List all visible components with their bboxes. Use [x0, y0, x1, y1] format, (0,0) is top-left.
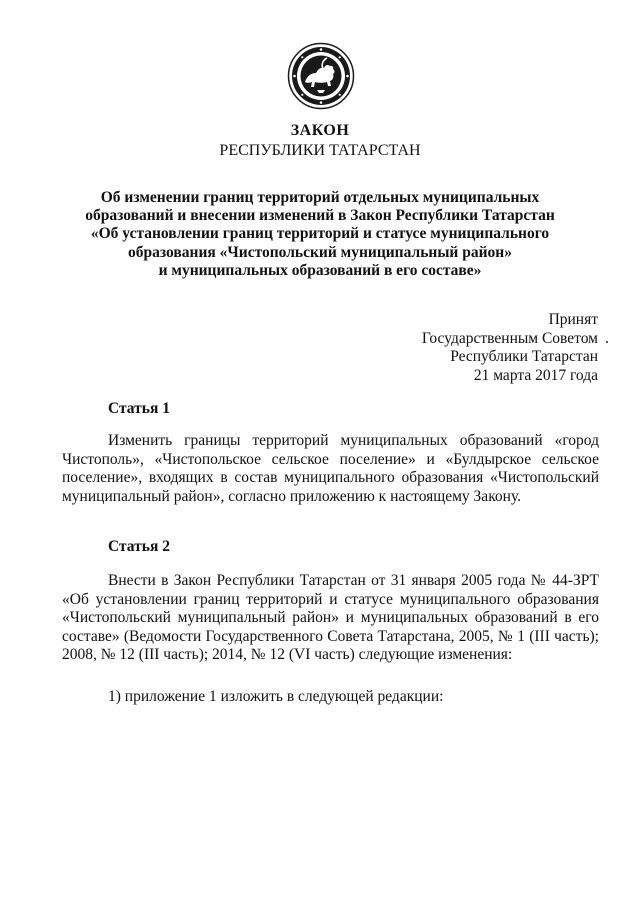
tatarstan-coat-of-arms-icon: [287, 42, 355, 110]
scan-speck: [606, 341, 608, 343]
paragraph-line: «Об установлении границ территорий и статусе муниципального образования: [62, 590, 599, 608]
paragraph-line: Внести в Закон Республики Татарстан от 31 января 2005 года № 44-ЗРТ: [108, 572, 599, 589]
article-1-heading: Статья 1: [108, 400, 170, 417]
adoption-block: [422, 311, 598, 385]
subject-line: образований и внесении изменений в Закон Республики Татарстан: [85, 207, 555, 225]
article-2-heading: Статья 2: [108, 538, 170, 555]
adoption-line: Государственным Советом: [421, 329, 598, 347]
article-1-text: [62, 432, 599, 506]
law-heading: ЗАКОН: [290, 122, 350, 139]
paragraph-line: «Чистопольский муниципальный район» и муниципальных образований в его: [62, 609, 599, 627]
article-2-text: [62, 572, 599, 665]
paragraph-line: 2008, № 12 (III часть); 2014, № 12 (VI часть) следующие изменения:: [62, 646, 513, 664]
amendment-item-1: 1) приложение 1 изложить в следующей редакции:: [108, 688, 444, 705]
subject-line: образования «Чистопольский муниципальный район»: [128, 243, 512, 261]
adoption-line: Республики Татарстан: [450, 348, 598, 365]
subject-line: Об изменении границ территорий отдельных муниципальных: [100, 189, 540, 206]
law-subject-title: [80, 189, 560, 280]
paragraph-line: поселение», входящих в состав муниципального образования «Чистопольский: [62, 469, 599, 487]
subject-line: и муниципальных образований в его составе»: [158, 261, 482, 279]
paragraph-line: Чистополь», «Чистопольское сельское поселение» и «Булдырское сельское: [62, 450, 599, 468]
paragraph-line: Изменить границы территорий муниципальных образований «город: [108, 432, 599, 449]
adoption-date: 21 марта 2017 года: [473, 366, 598, 384]
republic-name: РЕСПУБЛИКИ ТАТАРСТАН: [219, 142, 421, 159]
subject-line: «Об установлении границ территорий и статусе муниципального: [90, 225, 550, 243]
adoption-line: Принят: [548, 311, 598, 328]
paragraph-line: составе» (Ведомости Государственного Совета Татарстана, 2005, № 1 (III часть);: [62, 627, 599, 645]
paragraph-line: муниципальный район», согласно приложению к настоящему Закону.: [62, 487, 522, 505]
